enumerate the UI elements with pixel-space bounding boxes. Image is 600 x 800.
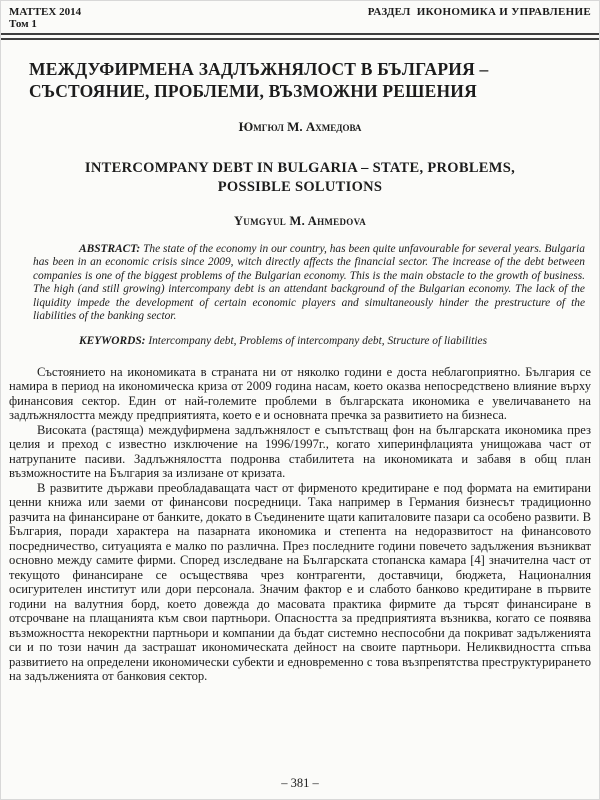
title-bg-line1: МЕЖДУФИРМЕНА ЗАДЛЪЖНЯЛОСТ В БЪЛГАРИЯ – <box>29 59 489 79</box>
running-header <box>1 1 599 30</box>
author-bulgarian: Юмгюл М. Ахмедова <box>238 119 362 134</box>
conference-name: МАТТЕХ 2014 <box>9 6 82 18</box>
paper-title-bulgarian <box>29 58 571 102</box>
title-en-line1: INTERCOMPANY DEBT IN BULGARIA – STATE, PROBLEMS, <box>84 160 516 176</box>
volume-label: Том 1 <box>9 18 37 30</box>
keywords <box>33 335 585 348</box>
body-text <box>9 365 591 684</box>
section-label: РАЗДЕЛ ИКОНОМИКА И УПРАВЛЕНИЕ <box>367 6 591 18</box>
paragraph-1: Състоянието на икономиката в страната ни от няколко години е доста неблагоприятно. България се намира в период на икономическа криза от 2009 година насам, което оказва непосредствено влияние върху финансовия сектор. Един от най-големите проблеми в българската икономика е увеличаването на задлъжнялостта между предприятията, което е и основната пречка за развитието на бизнеса. <box>9 364 591 423</box>
header-left <box>9 6 81 30</box>
abstract-label: ABSTRACT: <box>79 243 141 255</box>
page-number: – 381 – <box>281 776 319 790</box>
paper-title-english <box>31 159 569 197</box>
paper-page <box>1 1 599 799</box>
abstract-text: The state of the economy in our country, has been quite unfavourable for several years. Bulgaria has been in an economic crisis since 2009, witch directly affects the financial sector. The increase of the debt between companies is one of the biggest problems of the Bulgarian economy. This is the main obstacle to the growth of business. The high (and still growing) intercompany debt is an attendant background of the Bulgarian economy. The lack of the liquidity impede the development of certain economic players and simultaneously hinder the prestructure of the liabilities of the banking sector. <box>33 243 585 323</box>
title-en-line2: POSSIBLE SOLUTIONS <box>217 179 383 195</box>
paragraph-3: В развитите държави преобладаващата част от фирменото кредитиране е под формата на емитирани ценни книжа или заеми от финансови посредници. Така например в Германия бизнесът традиционно разчита на финансиране от банките, докато в Съединените щати капиталовите пазари са особено развити. В България, поради характера на пазарната икономика и степента на недоразвитост на финансовото посредничество, ситуацията е малко по различна. През последните години повечето задължения възникват основно между самите фирми. Според изследване на Българската стопанска камара [4] значителна част от текущото финансиране се осъществява чрез контрагенти, доставчици, бюджета, Националния осигурителен институт или дори персонала. Значим фактор е и слабото банково кредитиране в първите години на валутния борд, което довежда до масовата практика фирмите да търсят финансиране в отсрочване на плащанията към свои партньори. Опасността за предприятията възниква, когато се появява възможността некоректни партньори и компании да бъдат системно неспособни да покриват задълженията си и по този начин да застрашат икономическата дейност на своите партньори. Неликвидността спъва развитието на определени икономически субекти и едновременно с това възпрепятства преструктурирането на задълженията от банковия сектор. <box>9 480 591 684</box>
title-bg-line2: СЪСТОЯНИЕ, ПРОБЛЕМИ, ВЪЗМОЖНИ РЕШЕНИЯ <box>29 81 477 101</box>
abstract <box>33 243 585 323</box>
paragraph-2: Високата (растяща) междуфирмена задлъжнялост е съпътстващ фон на българската икономика през целия и преход с известно изключение на 1996/1997г., когато хиперинфлацията унищожава част от натрупаните пасиви. Задлъжнялостта подронва стабилитета на икономиката и забавя в общ план възможностите на България за излизане от кризата. <box>9 422 591 481</box>
keywords-label: KEYWORDS: <box>79 335 146 348</box>
keywords-text: Intercompany debt, Problems of intercompany debt, Structure of liabilities <box>145 335 488 348</box>
author-english: Yumgyul M. Ahmedova <box>233 214 367 228</box>
header-divider <box>1 33 599 40</box>
